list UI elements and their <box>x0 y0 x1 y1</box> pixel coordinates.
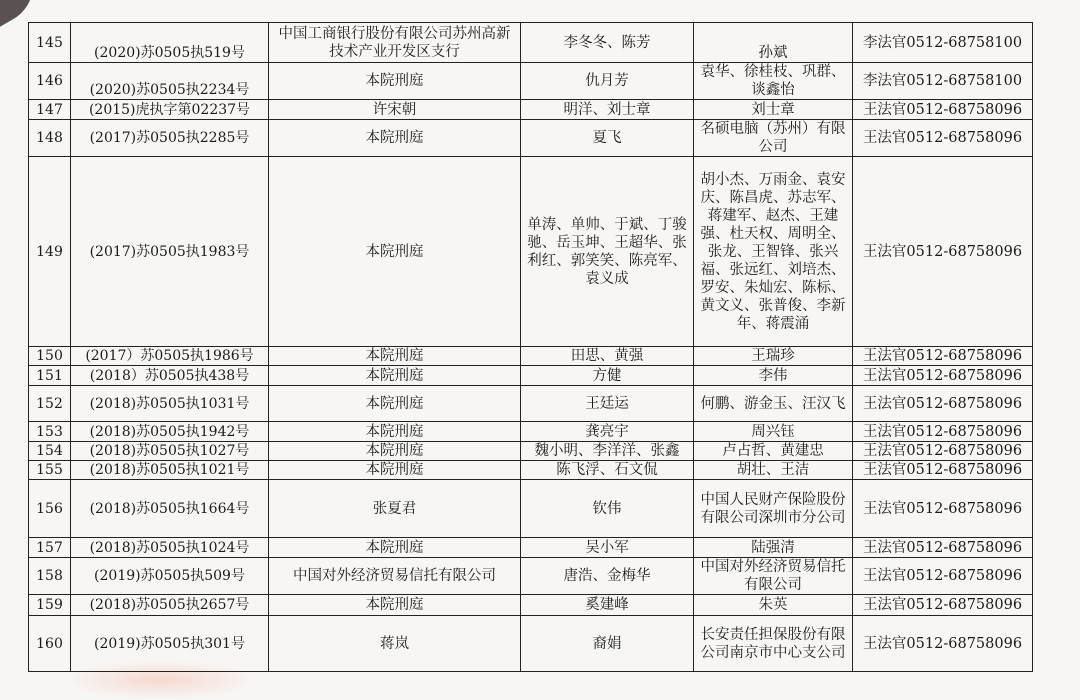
table-row <box>29 422 1033 442</box>
table-row <box>29 461 1033 480</box>
cell-respondent: 明洋、刘士章 <box>521 100 694 120</box>
cell-no: 152 <box>29 386 71 422</box>
cell-judge: 李法官0512-68758100 <box>853 23 1033 63</box>
cell-case: (2019)苏0505执301号 <box>71 616 269 672</box>
cell-applicant: 本院刑庭 <box>269 538 521 558</box>
cell-judge: 王法官0512-68758096 <box>853 100 1033 120</box>
cell-third: 陆强清 <box>694 538 853 558</box>
cell-no: 147 <box>29 100 71 120</box>
cell-case: (2018)苏0505执1942号 <box>71 422 269 442</box>
cell-respondent: 夏飞 <box>521 120 694 157</box>
cell-respondent: 奚建峰 <box>521 595 694 616</box>
cell-applicant: 本院刑庭 <box>269 422 521 442</box>
cell-third: 孙斌 <box>694 23 853 63</box>
cell-judge: 王法官0512-68758096 <box>853 157 1033 347</box>
cell-judge: 王法官0512-68758096 <box>853 616 1033 672</box>
cell-case: (2015)虎执字第02237号 <box>71 100 269 120</box>
table-row <box>29 442 1033 461</box>
cell-case: (2019)苏0505执509号 <box>71 558 269 595</box>
enforcement-cases-table <box>28 22 1033 672</box>
cell-applicant: 本院刑庭 <box>269 366 521 386</box>
table-row <box>29 616 1033 672</box>
cell-judge: 王法官0512-68758096 <box>853 347 1033 366</box>
cell-respondent: 吴小军 <box>521 538 694 558</box>
cell-applicant: 本院刑庭 <box>269 461 521 480</box>
table-row <box>29 366 1033 386</box>
table-row <box>29 480 1033 538</box>
cell-third: 刘士章 <box>694 100 853 120</box>
cell-respondent: 裔娟 <box>521 616 694 672</box>
cell-case: (2018)苏0505执1024号 <box>71 538 269 558</box>
cell-respondent: 魏小明、李洋洋、张鑫 <box>521 442 694 461</box>
cell-case: (2017)苏0505执2285号 <box>71 120 269 157</box>
cell-judge: 王法官0512-68758096 <box>853 120 1033 157</box>
cell-respondent: 钦伟 <box>521 480 694 538</box>
cell-applicant: 本院刑庭 <box>269 386 521 422</box>
cell-no: 146 <box>29 63 71 100</box>
cell-applicant: 张夏君 <box>269 480 521 538</box>
cell-judge: 王法官0512-68758096 <box>853 366 1033 386</box>
cell-case: (2020)苏0505执519号 <box>71 23 269 63</box>
cell-third: 中国对外经济贸易信托有限公司 <box>694 558 853 595</box>
cell-judge: 王法官0512-68758096 <box>853 538 1033 558</box>
cell-third: 周兴钰 <box>694 422 853 442</box>
table-row <box>29 100 1033 120</box>
cell-case: (2020)苏0505执2234号 <box>71 63 269 100</box>
cell-third: 朱英 <box>694 595 853 616</box>
cell-third: 何鹏、游金玉、汪汉飞 <box>694 386 853 422</box>
cell-judge: 李法官0512-68758100 <box>853 63 1033 100</box>
cell-respondent: 陈飞浮、石文侃 <box>521 461 694 480</box>
cell-no: 156 <box>29 480 71 538</box>
cell-applicant: 本院刑庭 <box>269 63 521 100</box>
cell-case: (2018)苏0505执1664号 <box>71 480 269 538</box>
cell-judge: 王法官0512-68758096 <box>853 422 1033 442</box>
table-row <box>29 386 1033 422</box>
cell-no: 155 <box>29 461 71 480</box>
cell-judge: 王法官0512-68758096 <box>853 442 1033 461</box>
cell-third: 李伟 <box>694 366 853 386</box>
cell-applicant: 中国工商银行股份有限公司苏州高新技术产业开发区支行 <box>269 23 521 63</box>
cell-no: 150 <box>29 347 71 366</box>
cell-no: 153 <box>29 422 71 442</box>
table-row <box>29 595 1033 616</box>
cell-case: (2018)苏0505执1021号 <box>71 461 269 480</box>
cell-no: 148 <box>29 120 71 157</box>
cell-judge: 王法官0512-68758096 <box>853 386 1033 422</box>
table-row <box>29 23 1033 63</box>
cell-third: 王瑞珍 <box>694 347 853 366</box>
table-row <box>29 63 1033 100</box>
cell-applicant: 本院刑庭 <box>269 157 521 347</box>
cell-case: (2017)苏0505执1983号 <box>71 157 269 347</box>
table-row <box>29 157 1033 347</box>
cell-applicant: 中国对外经济贸易信托有限公司 <box>269 558 521 595</box>
cell-judge: 王法官0512-68758096 <box>853 461 1033 480</box>
cell-third: 中国人民财产保险股份有限公司深圳市分公司 <box>694 480 853 538</box>
cell-case: (2018)苏0505执1027号 <box>71 442 269 461</box>
cell-respondent: 龚亮宇 <box>521 422 694 442</box>
table-row <box>29 538 1033 558</box>
table-row <box>29 347 1033 366</box>
cell-no: 159 <box>29 595 71 616</box>
cell-respondent: 仇月芳 <box>521 63 694 100</box>
cell-no: 160 <box>29 616 71 672</box>
cell-third: 袁华、徐桂枝、巩群、谈鑫怡 <box>694 63 853 100</box>
cell-third: 长安责任担保股份有限公司南京市中心支公司 <box>694 616 853 672</box>
cell-respondent: 王廷运 <box>521 386 694 422</box>
cell-applicant: 许宋朝 <box>269 100 521 120</box>
cell-third: 胡壮、王洁 <box>694 461 853 480</box>
cell-judge: 王法官0512-68758096 <box>853 595 1033 616</box>
cell-judge: 王法官0512-68758096 <box>853 480 1033 538</box>
cell-case: (2017）苏0505执1986号 <box>71 347 269 366</box>
cell-no: 158 <box>29 558 71 595</box>
cell-respondent: 李冬冬、陈芳 <box>521 23 694 63</box>
cell-respondent: 单涛、单帅、于斌、丁骏驰、岳玉坤、王超华、张利红、郭笑笑、陈亮军、袁义成 <box>521 157 694 347</box>
cell-applicant: 本院刑庭 <box>269 595 521 616</box>
cell-third: 胡小杰、万雨金、袁安庆、陈昌虎、苏志军、蒋建军、赵杰、王建强、杜天权、周明全、张龙、王智锋、张兴福、张远红、刘培杰、罗安、朱灿宏、陈标、黄文义、张普俊、李新年、蒋震涌 <box>694 157 853 347</box>
cell-respondent: 唐浩、金梅华 <box>521 558 694 595</box>
cell-third: 卢占哲、黄建忠 <box>694 442 853 461</box>
cell-applicant: 本院刑庭 <box>269 442 521 461</box>
cell-applicant: 蒋岚 <box>269 616 521 672</box>
cell-respondent: 田思、黄强 <box>521 347 694 366</box>
cell-applicant: 本院刑庭 <box>269 120 521 157</box>
cell-no: 157 <box>29 538 71 558</box>
cell-third: 名硕电脑（苏州）有限公司 <box>694 120 853 157</box>
table-row <box>29 558 1033 595</box>
cell-respondent: 方健 <box>521 366 694 386</box>
cell-no: 145 <box>29 23 71 63</box>
cell-applicant: 本院刑庭 <box>269 347 521 366</box>
cell-case: (2018)苏0505执1031号 <box>71 386 269 422</box>
table-row <box>29 120 1033 157</box>
cell-no: 151 <box>29 366 71 386</box>
cell-judge: 王法官0512-68758096 <box>853 558 1033 595</box>
cell-case: (2018）苏0505执438号 <box>71 366 269 386</box>
cell-no: 154 <box>29 442 71 461</box>
cell-no: 149 <box>29 157 71 347</box>
cell-case: (2018)苏0505执2657号 <box>71 595 269 616</box>
